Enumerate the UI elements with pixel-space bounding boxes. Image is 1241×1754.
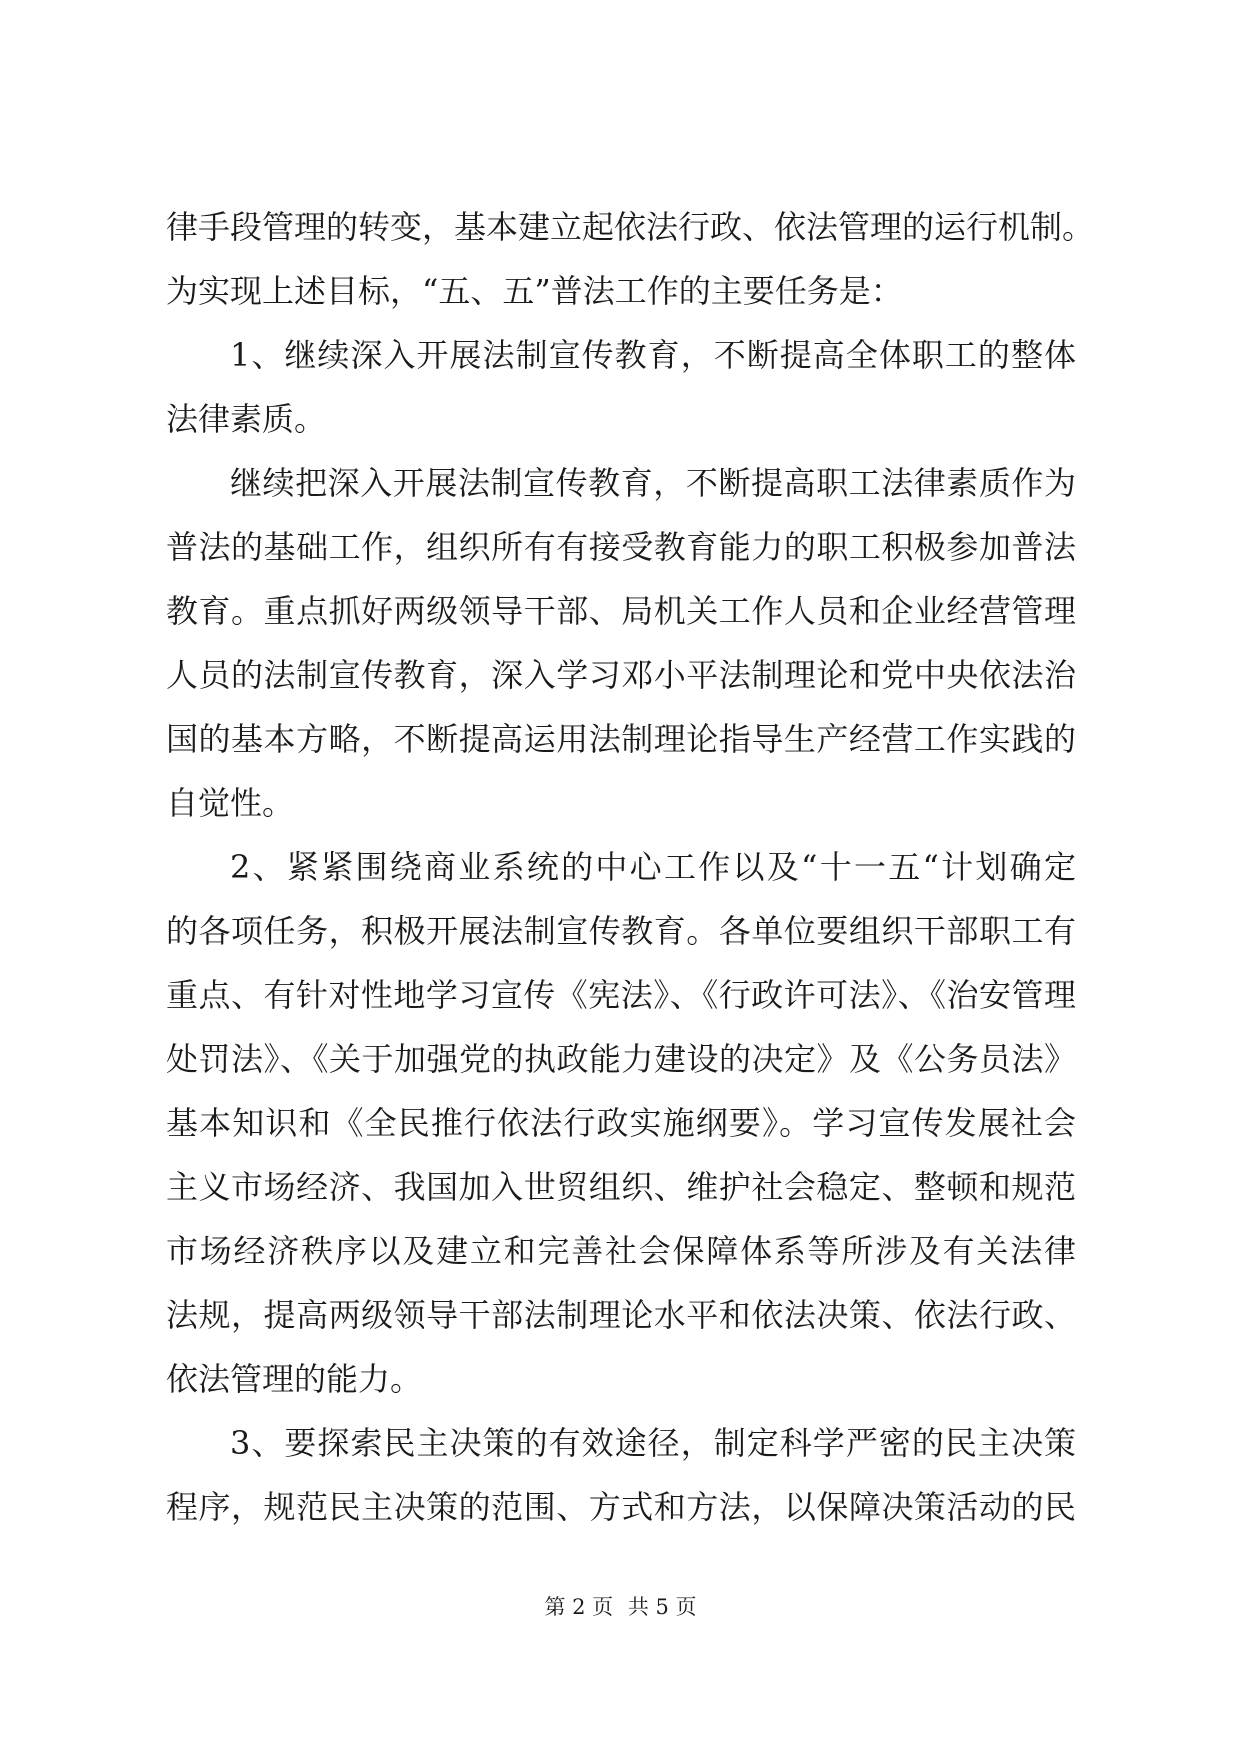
text-line: 基本知识和《全民推行依法行政实施纲要》。学习宣传发展社会: [166, 1104, 1076, 1142]
text-line: 国的基本方略，不断提高运用法制理论指导生产经营工作实践的: [166, 720, 1076, 758]
page-total: 共 5 页: [627, 1595, 697, 1619]
text-line: 3、要探索民主决策的有效途径，制定科学严密的民主决策: [230, 1424, 1076, 1462]
body-text: [166, 195, 1095, 1539]
text-line: 人员的法制宣传教育，深入学习邓小平法制理论和党中央依法治: [166, 656, 1076, 694]
text-line: 处罚法》、《关于加强党的执政能力建设的决定》及《公务员法》: [166, 1040, 1076, 1078]
text-line: 自觉性。: [166, 784, 295, 822]
text-line: 1、继续深入开展法制宣传教育，不断提高全体职工的整体: [230, 336, 1076, 374]
text-line: 依法管理的能力。: [166, 1360, 423, 1398]
text-line: 2、紧紧围绕商业系统的中心工作以及“十一五“计划确定: [230, 848, 1076, 886]
text-line: 市场经济秩序以及建立和完善社会保障体系等所涉及有关法律: [166, 1232, 1076, 1270]
text-line: 重点、有针对性地学习宣传《宪法》、《行政许可法》、《治安管理: [166, 976, 1076, 1014]
text-line: 主义市场经济、我国加入世贸组织、维护社会稳定、整顿和规范: [166, 1168, 1076, 1206]
text-line: 法律素质。: [166, 400, 327, 438]
page-footer: [0, 1592, 1241, 1622]
text-line: 为实现上述目标，“五、五”普法工作的主要任务是：: [166, 272, 903, 310]
text-line: 继续把深入开展法制宣传教育，不断提高职工法律素质作为: [230, 464, 1076, 502]
text-line: 普法的基础工作，组织所有有接受教育能力的职工积极参加普法: [166, 528, 1076, 566]
page-number: 第 2 页: [544, 1595, 614, 1619]
text-line: 的各项任务，积极开展法制宣传教育。各单位要组织干部职工有: [166, 912, 1076, 950]
text-line: 程序，规范民主决策的范围、方式和方法，以保障决策活动的民: [166, 1488, 1076, 1526]
text-line: 律手段管理的转变，基本建立起依法行政、依法管理的运行机制。: [166, 208, 1095, 246]
text-line: 法规，提高两级领导干部法制理论水平和依法决策、依法行政、: [166, 1296, 1076, 1334]
text-line: 教育。重点抓好两级领导干部、局机关工作人员和企业经营管理: [166, 592, 1076, 630]
